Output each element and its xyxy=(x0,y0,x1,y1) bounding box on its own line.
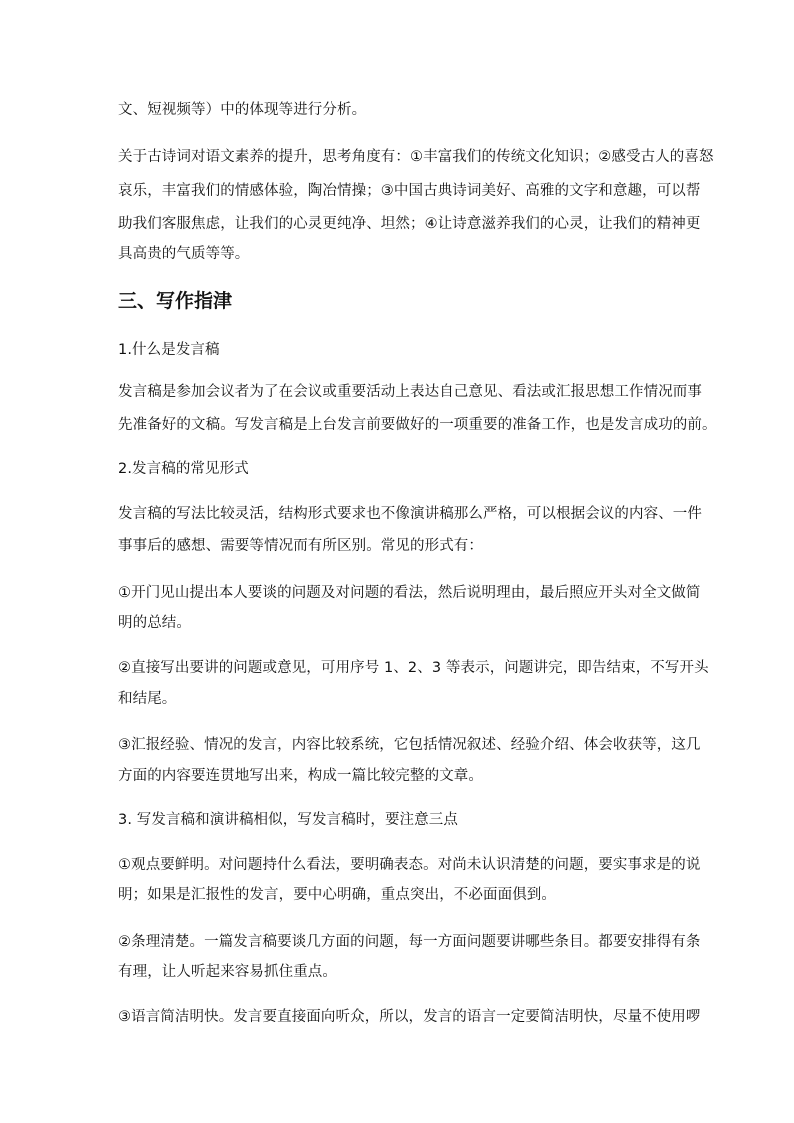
paragraph-line: 先准备好的文稿。写发言稿是上台发言前要做好的一项重要的准备工作，也是发言成功的前。 xyxy=(118,417,717,433)
subheading: 3. 写发言稿和演讲稿相似，写发言稿时，要注意三点 xyxy=(118,812,458,828)
paragraph-line: 和结尾。 xyxy=(118,691,177,707)
paragraph-line: 文、短视频等）中的体现等进行分析。 xyxy=(118,102,367,118)
paragraph-line: 发言稿是参加会议者为了在会议或重要活动上表达自己意见、看法或汇报思想工作情况而事 xyxy=(118,384,702,400)
paragraph-line: 有理，让人听起来容易抓住重点。 xyxy=(118,964,337,980)
paragraph-line: 事事后的感想、需要等情况而有所区别。常见的形式有： xyxy=(118,538,483,554)
paragraph-line: 方面的内容要连贯地写出来，构成一篇比较完整的文章。 xyxy=(118,768,483,784)
paragraph-line: 关于古诗词对语文素养的提升，思考角度有：①丰富我们的传统文化知识；②感受古人的喜怒 xyxy=(118,149,714,165)
paragraph-line: 助我们客服焦虑，让我们的心灵更纯净、坦然；④让诗意滋养我们的心灵，让我们的精神更 xyxy=(118,216,701,232)
paragraph-line: 具高贵的气质等等。 xyxy=(118,246,250,262)
paragraph-line: ②条理清楚。一篇发言稿要谈几方面的问题，每一方面问题要讲哪些条目。都要安排得有条 xyxy=(118,934,701,950)
paragraph-line: ①观点要鲜明。对问题持什么看法，要明确表态。对尚未认识清楚的问题，要实事求是的说 xyxy=(118,857,701,873)
paragraph-line: ③语言简洁明快。发言要直接面向听众，所以，发言的语言一定要简洁明快，尽量不使用啰 xyxy=(118,1009,701,1025)
paragraph-line: 明；如果是汇报性的发言，要中心明确，重点突出，不必面面俱到。 xyxy=(118,887,556,903)
paragraph-line: 哀乐，丰富我们的情感体验，陶冶情操；③中国古典诗词美好、高雅的文字和意趣，可以帮 xyxy=(118,183,701,199)
subheading: 1.什么是发言稿 xyxy=(118,342,220,358)
subheading: 2.发言稿的常见形式 xyxy=(118,461,249,477)
paragraph-line: 明的总结。 xyxy=(118,615,191,631)
paragraph-line: ①开门见山提出本人要谈的问题及对问题的看法，然后说明理由，最后照应开头对全文做简 xyxy=(118,585,701,601)
paragraph-line: 发言稿的写法比较灵活，结构形式要求也不像演讲稿那么严格，可以根据会议的内容、一件 xyxy=(118,506,702,522)
section-heading: 三、写作指津 xyxy=(118,290,233,312)
paragraph-line: ③汇报经验、情况的发言，内容比较系统，它包括情况叙述、经验介绍、体会收获等，这几 xyxy=(118,737,701,753)
paragraph-line: ②直接写出要讲的问题或意见，可用序号 1、2、3 等表示，问题讲完，即告结束，不写开头 xyxy=(118,660,709,676)
